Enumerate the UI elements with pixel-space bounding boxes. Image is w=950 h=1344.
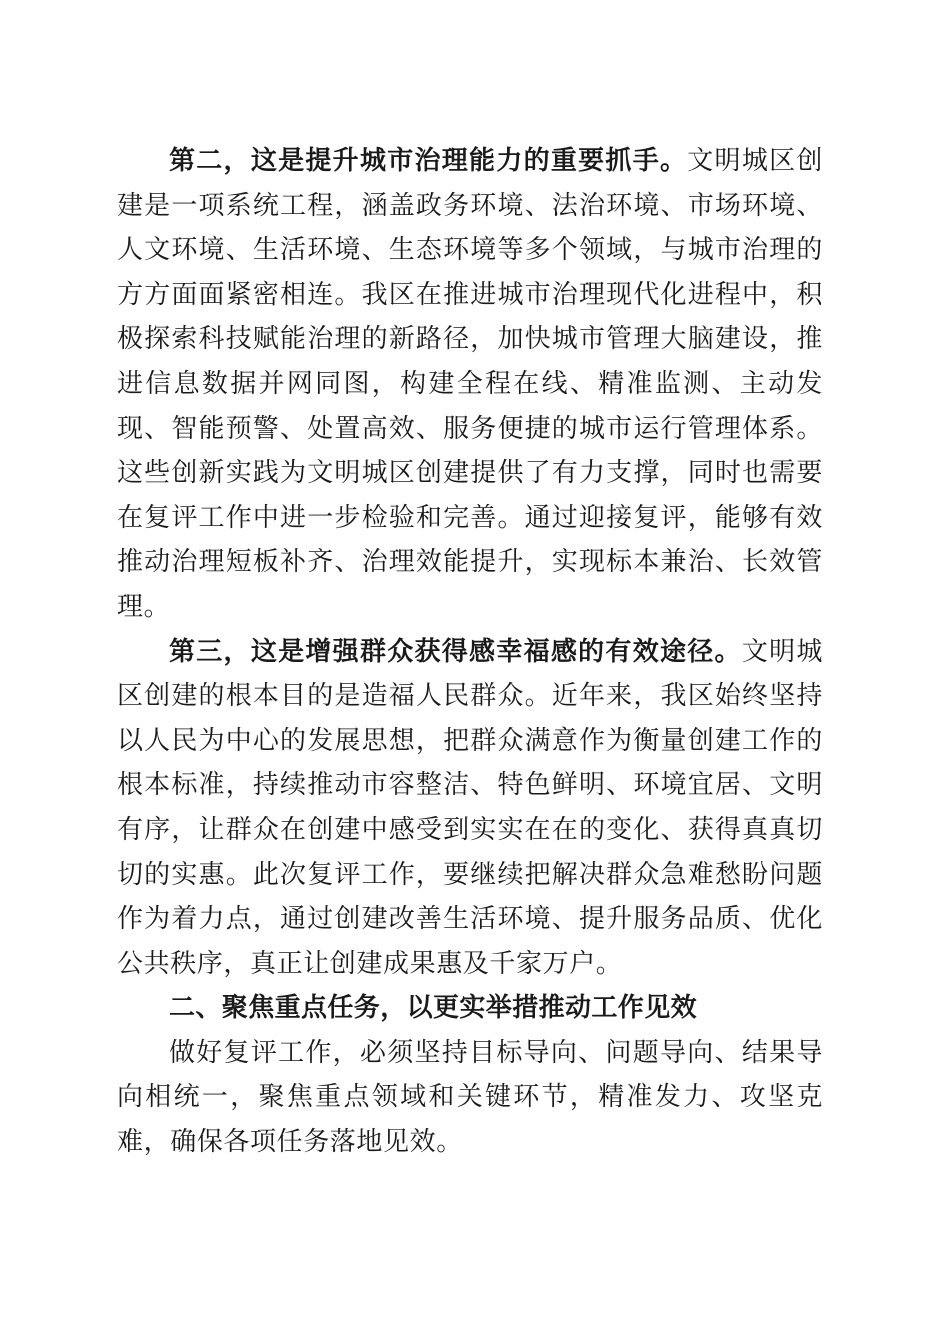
section-heading: 二、聚焦重点任务，以更实举措推动工作见效 [169,993,698,1024]
paragraph-second-point [117,139,823,630]
paragraph-lead: 第三，这是增强群众获得感幸福感的有效途径。 [169,636,742,667]
paragraph-lead: 第二，这是提升城市治理能力的重要抓手。 [169,146,688,176]
document-body [117,139,823,1165]
paragraph-text: 文明城区创建的根本目的是造福人民群众。近年来，我区始终坚持以人民为中心的发展思想，把群众满意作为衡量创建工作的根本标准，持续推动市容整洁、特色鲜明、环境宜居、文明有序，让群众在创建中感受到实实在在的变化、获得真真切切的实惠。此次复评工作，要继续把解决群众急难愁盼问题作为着力点，通过创建改善生活环境、提升服务品质、优化公共秩序，真正让创建成果惠及千家万户。 [117,636,823,979]
closing-paragraph: 做好复评工作，必须坚持目标导向、问题导向、结果导向相统一，聚焦重点领域和关键环节，精准发力、攻坚克难，确保各项任务落地见效。 [117,1037,823,1158]
paragraph-text: 文明城区创建是一项系统工程，涵盖政务环境、法治环境、市场环境、人文环境、生活环境、生态环境等多个领域，与城市治理的方方面面紧密相连。我区在推进城市治理现代化进程中，积极探索科技赋能治理的新路径，加快城市管理大脑建设，推进信息数据并网同图，构建全程在线、精准监测、主动发现、智能预警、处置高效、服务便捷的城市运行管理体系。这些创新实践为文明城区创建提供了有力支撑，同时也需要在复评工作中进一步检验和完善。通过迎接复评，能够有效推动治理短板补齐、治理效能提升，实现标本兼治、长效管理。 [117,146,823,622]
paragraph-third-point [117,630,823,987]
